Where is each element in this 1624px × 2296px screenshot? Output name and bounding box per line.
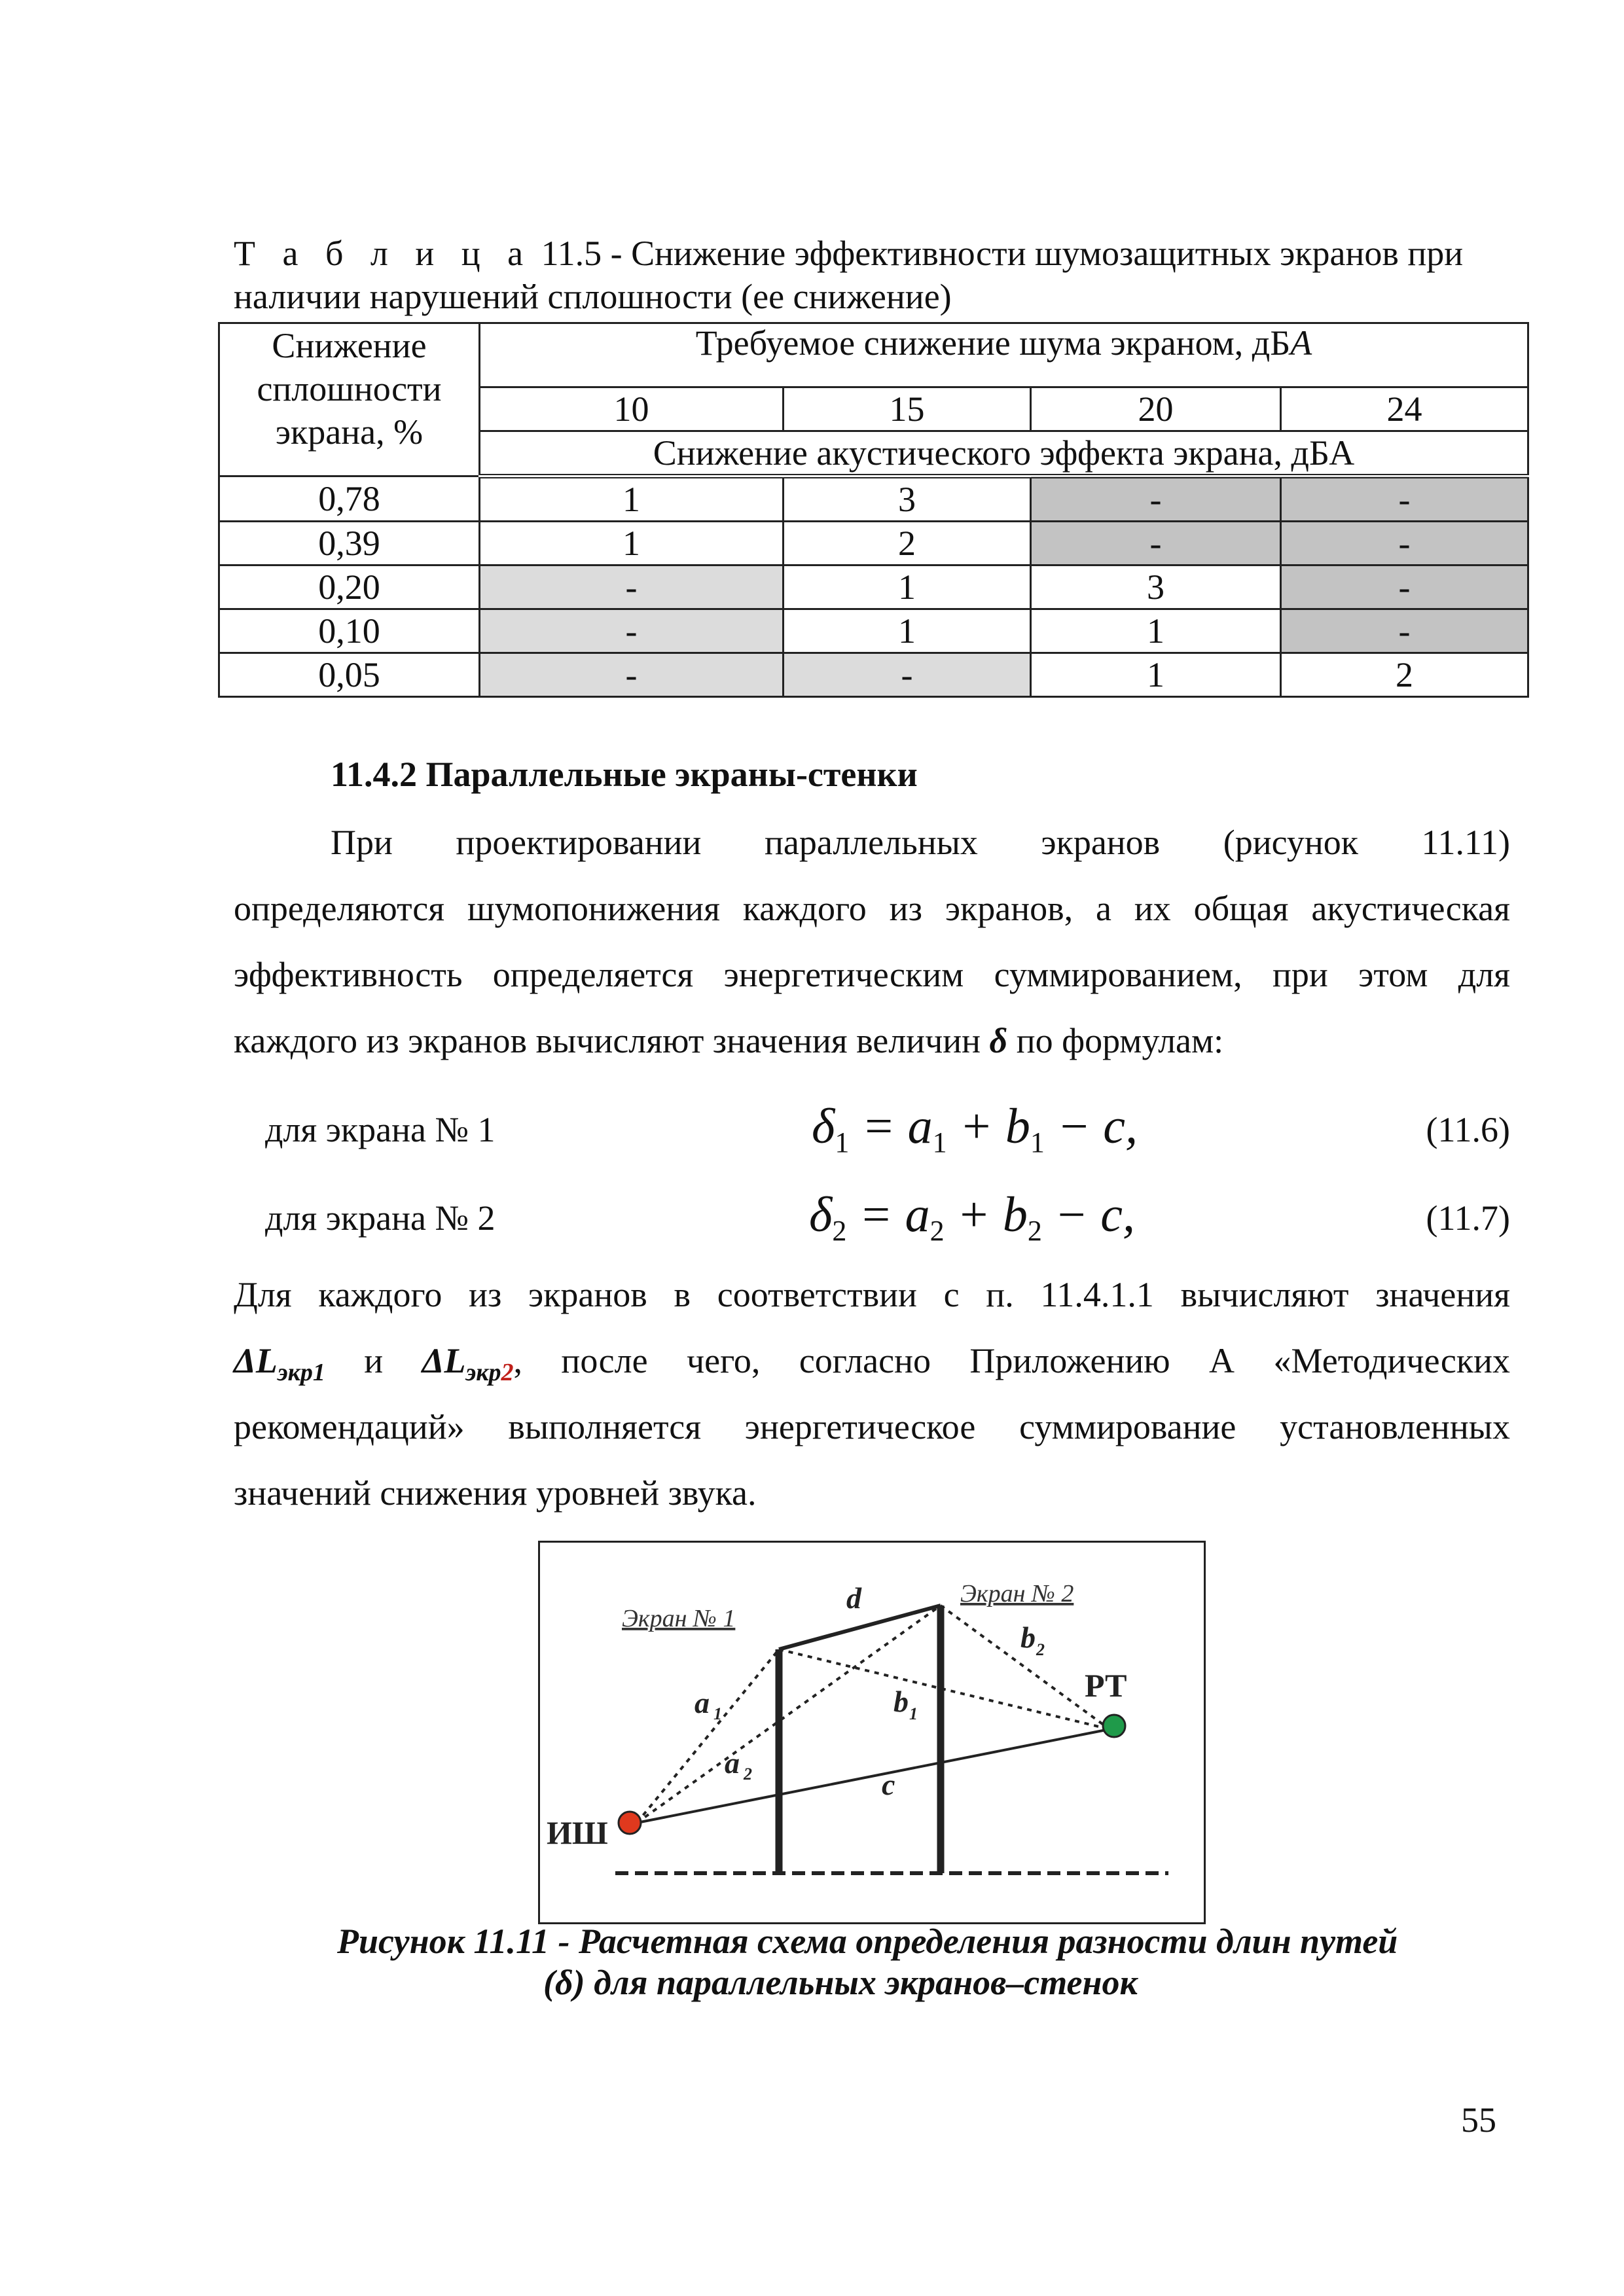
formula-sub: 1 <box>835 1126 850 1158</box>
formula-sub: 2 <box>1027 1215 1042 1247</box>
table-cell: - <box>1031 476 1281 522</box>
label-d: d <box>846 1581 861 1615</box>
formula-number-1: (11.6) <box>1426 1110 1510 1149</box>
column-header: 20 <box>1031 387 1281 431</box>
page-number: 55 <box>1461 2100 1496 2140</box>
paragraph-line: определяются шумопонижения каждого из экранов, а их общая акустическая <box>234 889 1510 928</box>
subscript-num: 2 <box>501 1358 514 1386</box>
row-label: 0,78 <box>219 476 480 522</box>
paragraph-2 <box>234 1262 1510 1526</box>
table-row <box>219 476 1528 522</box>
row-label: 0,05 <box>219 653 480 697</box>
row-label: 0,20 <box>219 565 480 609</box>
top-header-unit-italic: А <box>1290 323 1312 363</box>
paragraph-text: по формулам: <box>1016 1021 1224 1060</box>
label-b2-sub: 2 <box>1036 1640 1045 1659</box>
formula-11-7: $\delta_2 = a_2 + b_2 - c$, <box>809 1187 1135 1247</box>
row-label: 0,39 <box>219 522 480 565</box>
screen-1-label: Экран № 1 <box>622 1605 736 1632</box>
table-cell: - <box>1281 476 1528 522</box>
table-cell: 1 <box>1031 653 1281 697</box>
table-cell: 1 <box>784 565 1031 609</box>
column-header: 15 <box>784 387 1031 431</box>
delta-l-symbol: ΔL <box>422 1341 466 1380</box>
row-header-cell <box>219 323 480 476</box>
section-heading: 11.4.2 Параллельные экраны-стенки <box>331 755 918 794</box>
row-header-line: сплошности <box>257 369 442 408</box>
table-cell: 1 <box>480 476 784 522</box>
table-cell: 1 <box>784 609 1031 653</box>
formula-sub: 1 <box>932 1126 947 1158</box>
formula-sub: 1 <box>1030 1126 1045 1158</box>
table-caption-line2: наличии нарушений сплошности (ее снижение) <box>234 277 952 316</box>
table-cell: 1 <box>1031 609 1281 653</box>
label-a1: a <box>695 1686 710 1719</box>
top-header-cell <box>480 323 1528 387</box>
formula-11-6: $\delta_1 = a_1 + b_1 - c$, <box>812 1099 1138 1158</box>
label-c: c <box>882 1768 895 1801</box>
table-cell: 2 <box>1281 653 1528 697</box>
table-cell: 3 <box>1031 565 1281 609</box>
formula-label-1: для экрана № 1 <box>265 1110 496 1149</box>
table-cell: - <box>480 565 784 609</box>
noise-screen-table <box>218 322 1529 698</box>
table-row <box>219 565 1528 609</box>
delta-l-symbol: ΔL <box>234 1341 278 1380</box>
label-receiver: РТ <box>1085 1667 1127 1704</box>
paragraph-line: При проектировании параллельных экранов (рисунок 11.11) <box>331 823 1510 862</box>
table-cell: 2 <box>784 522 1031 565</box>
row-header-line: Снижение <box>272 326 427 365</box>
label-a1-sub: 1 <box>713 1704 722 1723</box>
table-cell: 3 <box>784 476 1031 522</box>
receiver-dot <box>1103 1715 1125 1737</box>
column-header: 24 <box>1281 387 1528 431</box>
formula-label-2: для экрана № 2 <box>265 1198 496 1238</box>
paragraph-text: , после чего, согласно Приложению А «Методических <box>513 1341 1510 1380</box>
parallel-screens-diagram <box>540 1543 1204 1922</box>
noise-source-dot <box>619 1812 641 1834</box>
table-row <box>219 609 1528 653</box>
table-row <box>219 522 1528 565</box>
screen-2-label: Экран № 2 <box>960 1580 1074 1607</box>
figure-11-11 <box>538 1541 1206 1924</box>
paragraph-line: значений снижения уровней звука. <box>234 1473 757 1513</box>
label-b2: b <box>1020 1621 1036 1654</box>
paragraph-line: рекомендаций» выполняется энергетическое суммирование установленных <box>234 1407 1510 1446</box>
label-b1-sub: 1 <box>909 1704 918 1723</box>
sub-header-cell: Снижение акустического эффекта экрана, дБА <box>480 431 1528 476</box>
figure-caption-line1: Рисунок 11.11 - Расчетная схема определения разности длин путей <box>337 1922 1398 1961</box>
row-header-line: экрана, % <box>275 412 424 452</box>
formula-number-2: (11.7) <box>1426 1198 1510 1238</box>
label-a2: a <box>725 1746 740 1780</box>
paragraph-text: каждого из экранов вычисляют значения величин <box>234 1021 981 1060</box>
delta-symbol: δ <box>989 1021 1008 1060</box>
table-cell: 1 <box>480 522 784 565</box>
table-caption-title: 11.5 - Снижение эффективности шумозащитных экранов при <box>541 234 1464 273</box>
conjunction: и <box>364 1341 384 1380</box>
top-header-text: Требуемое снижение шума экраном, дБ <box>695 323 1291 363</box>
table-row <box>219 653 1528 697</box>
table-cell: - <box>1281 522 1528 565</box>
formula-sub: 2 <box>929 1215 945 1247</box>
paragraph-line <box>234 1328 1510 1394</box>
table-cell: - <box>1031 522 1281 565</box>
column-header: 10 <box>480 387 784 431</box>
formula-sub: 2 <box>832 1215 847 1247</box>
label-noise-source: ИШ <box>547 1814 608 1851</box>
label-a2-sub: 2 <box>744 1765 752 1784</box>
paragraph-line: эффективность определяется энергетическим суммированием, при этом для <box>234 955 1510 994</box>
path-c <box>637 1729 1110 1823</box>
subscript-ekr: экр <box>465 1358 501 1386</box>
paragraph-line <box>234 1008 1510 1074</box>
table-cell: - <box>784 653 1031 697</box>
table-cell: - <box>480 653 784 697</box>
table-caption-prefix: Т а б л и ц а <box>234 234 533 273</box>
paragraph-1 <box>234 810 1510 1074</box>
table-cell: - <box>1281 609 1528 653</box>
paragraph-line: Для каждого из экранов в соответствии с п. 11.4.1.1 вычисляют значения <box>234 1275 1510 1314</box>
table-cell: - <box>480 609 784 653</box>
table-cell: - <box>1281 565 1528 609</box>
figure-caption-line2: (δ) для параллельных экранов–стенок <box>543 1963 1138 2002</box>
row-label: 0,10 <box>219 609 480 653</box>
label-b1: b <box>893 1685 909 1718</box>
subscript-ekr1: экр1 <box>277 1358 325 1386</box>
table-caption-line1 <box>234 232 1463 275</box>
